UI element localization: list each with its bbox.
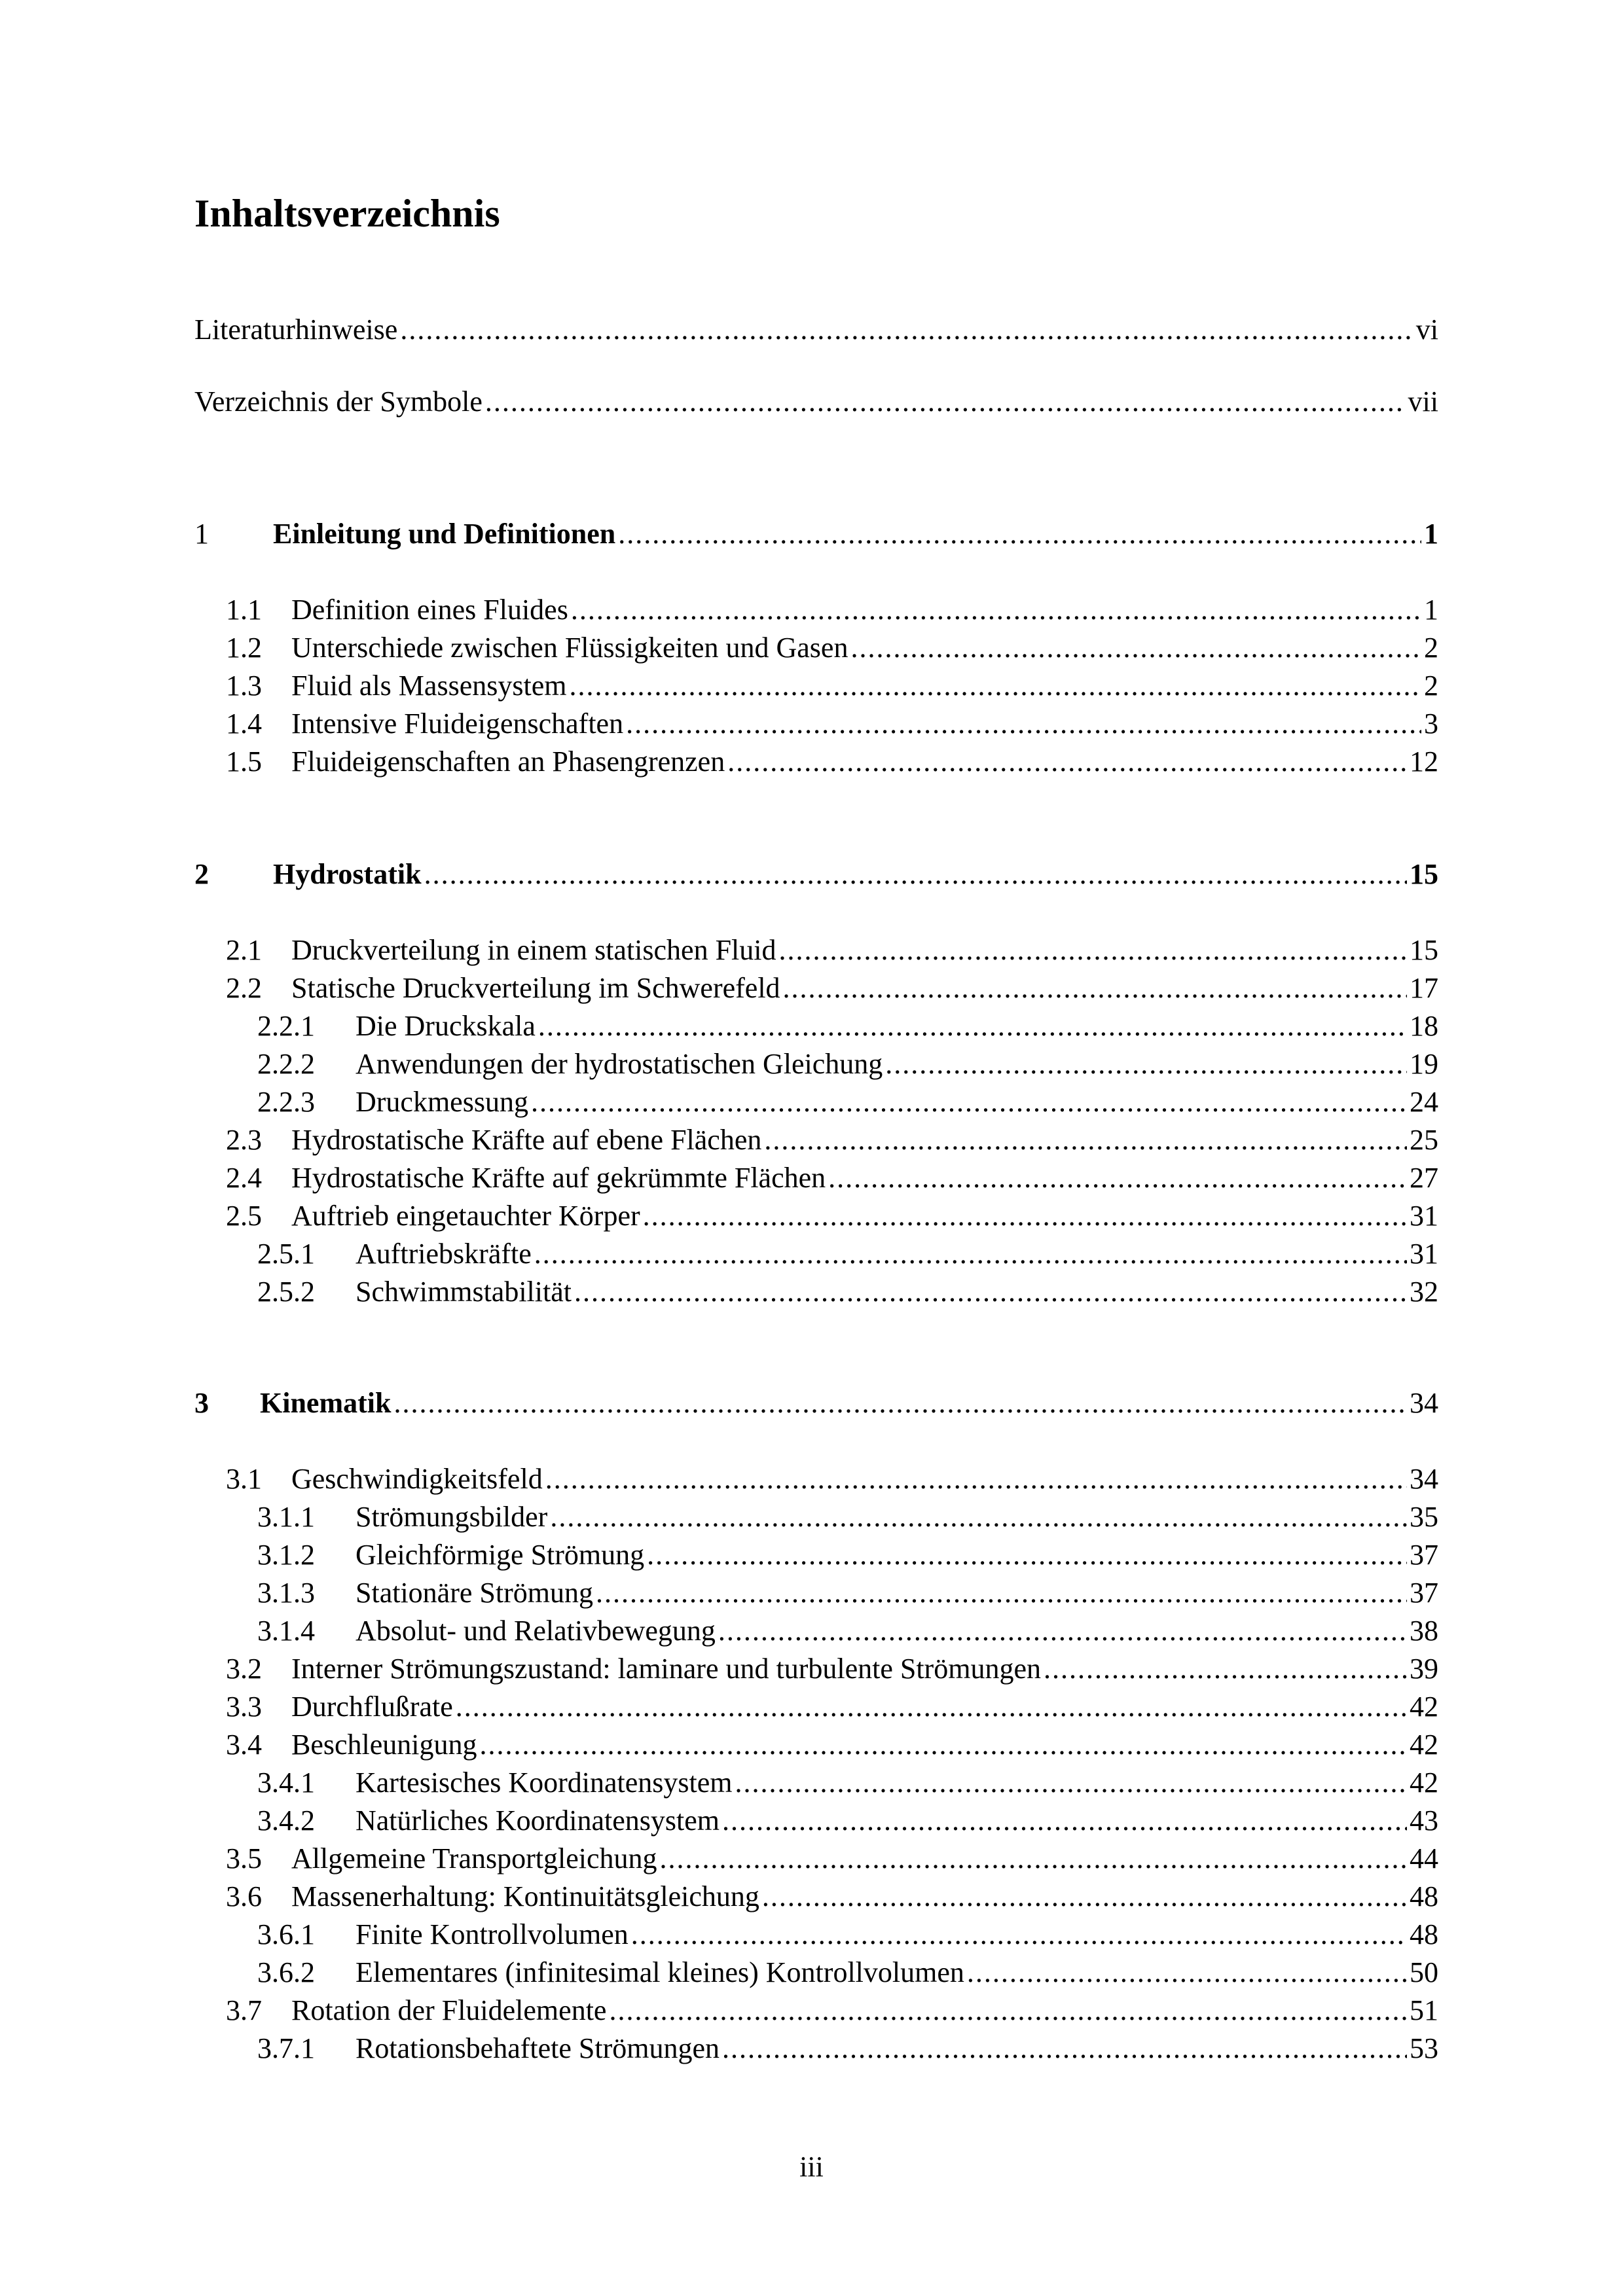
leader-dots	[424, 856, 1407, 893]
entry-text: Anwendungen der hydrostatischen Gleichung	[356, 1048, 883, 1080]
leader-dots	[545, 1461, 1407, 1498]
toc-entry[interactable]	[194, 932, 1438, 969]
chapter-number: 1	[194, 518, 209, 550]
entry-number: 2.2	[226, 972, 262, 1004]
leader-dots	[393, 1385, 1407, 1422]
entry-number: 2.1	[226, 934, 262, 966]
chapter-page: 34	[1410, 1387, 1438, 1419]
chapter-title: Kinematik	[260, 1387, 392, 1419]
leader-dots	[828, 1160, 1407, 1196]
entry-page: 35	[1410, 1501, 1438, 1533]
entry-number: 2.3	[226, 1124, 262, 1156]
leader-dots	[574, 1274, 1407, 1310]
entry-number: 3.1.1	[257, 1501, 315, 1533]
toc-entry-literaturhinweise[interactable]	[194, 312, 1438, 348]
entry-page: 2	[1424, 670, 1438, 702]
entry-text: Allgemeine Transportgleichung	[291, 1842, 657, 1874]
entry-number: 1.2	[226, 632, 262, 664]
leader-dots	[764, 1122, 1407, 1158]
entry-number: 3.1.3	[257, 1577, 315, 1609]
entry-number: 2.5.2	[257, 1276, 315, 1308]
entry-number: 1.3	[226, 670, 262, 702]
toc-subentry[interactable]	[194, 1236, 1438, 1272]
entry-number: 2.5	[226, 1200, 262, 1232]
entry-number: 3.4	[226, 1729, 262, 1761]
toc-subentry[interactable]	[194, 1954, 1438, 1991]
leader-dots	[660, 1840, 1408, 1877]
entry-text: Rotation der Fluidelemente	[291, 1994, 607, 2026]
entry-page: 2	[1424, 632, 1438, 664]
leader-dots	[569, 668, 1421, 704]
entry-number: 3.1.4	[257, 1615, 315, 1647]
leader-dots	[850, 630, 1421, 666]
toc-subentry[interactable]	[194, 1008, 1438, 1045]
entry-page: 37	[1410, 1577, 1438, 1609]
entry-page: 1	[1424, 594, 1438, 626]
entry-text: Die Druckskala	[356, 1010, 536, 1042]
entry-text: Elementares (infinitesimal kleines) Kontrollvolumen	[356, 1956, 964, 1988]
toc-chapter-3[interactable]	[194, 1385, 1438, 1422]
entry-number: 3.6.2	[257, 1956, 315, 1988]
entry-page: 39	[1410, 1653, 1438, 1685]
toc-entry[interactable]	[194, 1160, 1438, 1196]
toc-entry[interactable]	[194, 1727, 1438, 1763]
leader-dots	[596, 1575, 1407, 1611]
entry-page: 12	[1410, 745, 1438, 778]
entry-number: 3.7.1	[257, 2032, 315, 2064]
leader-dots	[643, 1198, 1407, 1234]
entry-page: 37	[1410, 1539, 1438, 1571]
toc-subentry[interactable]	[194, 1537, 1438, 1573]
entry-text: Massenerhaltung: Kontinuitätsgleichung	[291, 1880, 759, 1912]
entry-page: 32	[1410, 1276, 1438, 1308]
leader-dots	[456, 1689, 1407, 1725]
entry-text: Geschwindigkeitsfeld	[291, 1463, 543, 1495]
page-number: iii	[799, 2151, 824, 2183]
entry-number: 3.6.1	[257, 1918, 315, 1950]
entry-text: Absolut- und Relativbewegung	[356, 1615, 716, 1647]
entry-page: 44	[1410, 1842, 1438, 1874]
entry-page: 42	[1410, 1729, 1438, 1761]
chapter-number: 3	[194, 1387, 209, 1419]
leader-dots	[735, 1765, 1407, 1801]
entry-page: 42	[1410, 1767, 1438, 1799]
toc-subentry[interactable]	[194, 1916, 1438, 1953]
toc-subentry[interactable]	[194, 1803, 1438, 1839]
entry-text: Fluideigenschaften an Phasengrenzen	[291, 745, 725, 778]
entry-page: 38	[1410, 1615, 1438, 1647]
leader-dots	[618, 516, 1421, 552]
entry-text: Auftrieb eingetauchter Körper	[291, 1200, 640, 1232]
entry-text: Durchflußrate	[291, 1691, 453, 1723]
page-title: Inhaltsverzeichnis	[194, 192, 500, 235]
toc-entry[interactable]	[194, 1992, 1438, 2029]
leader-dots	[762, 1878, 1407, 1915]
toc-subentry[interactable]	[194, 1046, 1438, 1083]
toc-entry[interactable]	[194, 744, 1438, 780]
toc-entry-text: Verzeichnis der Symbole	[194, 386, 483, 418]
entry-number: 2.5.1	[257, 1238, 315, 1270]
leader-dots	[480, 1727, 1407, 1763]
entry-page: 31	[1410, 1238, 1438, 1270]
toc-subentry[interactable]	[194, 1765, 1438, 1801]
leader-dots	[550, 1499, 1407, 1535]
entry-number: 2.2.1	[257, 1010, 315, 1042]
toc-subentry[interactable]	[194, 1613, 1438, 1649]
entry-text: Schwimmstabilität	[356, 1276, 572, 1308]
entry-text: Kartesisches Koordinatensystem	[356, 1767, 733, 1799]
chapter-page: 1	[1424, 518, 1438, 550]
entry-page: 19	[1410, 1048, 1438, 1080]
toc-entry-text: Literaturhinweise	[194, 314, 398, 346]
entry-page: 3	[1424, 708, 1438, 740]
toc-entry-symbole[interactable]	[194, 384, 1438, 420]
entry-number: 1.1	[226, 594, 262, 626]
leader-dots	[722, 2030, 1407, 2067]
entry-text: Unterschiede zwischen Flüssigkeiten und Gasen	[291, 632, 848, 664]
leader-dots	[718, 1613, 1407, 1649]
entry-page: 51	[1410, 1994, 1438, 2026]
entry-page: 48	[1410, 1880, 1438, 1912]
entry-text: Fluid als Massensystem	[291, 670, 567, 702]
toc-entry[interactable]	[194, 630, 1438, 666]
entry-number: 2.2.3	[257, 1086, 315, 1118]
entry-text: Stationäre Strömung	[356, 1577, 593, 1609]
entry-page: 53	[1410, 2032, 1438, 2064]
leader-dots	[626, 706, 1421, 742]
entry-page: 15	[1410, 934, 1438, 966]
toc-entry[interactable]	[194, 1122, 1438, 1158]
entry-text: Finite Kontrollvolumen	[356, 1918, 629, 1950]
entry-page: 18	[1410, 1010, 1438, 1042]
toc-entry[interactable]	[194, 970, 1438, 1007]
entry-page: 31	[1410, 1200, 1438, 1232]
entry-page: 42	[1410, 1691, 1438, 1723]
toc-chapter-2[interactable]	[194, 856, 1438, 893]
entry-number: 1.5	[226, 745, 262, 778]
leader-dots	[400, 312, 1413, 348]
entry-text: Natürliches Koordinatensystem	[356, 1804, 720, 1837]
toc-entry[interactable]	[194, 1198, 1438, 1234]
leader-dots	[631, 1916, 1407, 1953]
entry-text: Hydrostatische Kräfte auf ebene Flächen	[291, 1124, 762, 1156]
toc-entry[interactable]	[194, 1651, 1438, 1687]
toc-subentry[interactable]	[194, 1274, 1438, 1310]
chapter-page: 15	[1410, 858, 1438, 890]
entry-text: Hydrostatische Kräfte auf gekrümmte Flächen	[291, 1162, 826, 1194]
toc-entry[interactable]	[194, 1461, 1438, 1498]
entry-text: Intensive Fluideigenschaften	[291, 708, 624, 740]
entry-number: 3.6	[226, 1880, 262, 1912]
toc-entry-page: vi	[1415, 314, 1438, 346]
leader-dots	[534, 1236, 1407, 1272]
entry-number: 3.3	[226, 1691, 262, 1723]
entry-number: 3.5	[226, 1842, 262, 1874]
chapter-title: Einleitung und Definitionen	[273, 518, 616, 550]
entry-text: Strömungsbilder	[356, 1501, 548, 1533]
entry-text: Rotationsbehaftete Strömungen	[356, 2032, 720, 2064]
table-of-contents	[194, 0, 1438, 2296]
toc-entry[interactable]	[194, 706, 1438, 742]
leader-dots	[531, 1084, 1407, 1121]
leader-dots	[609, 1992, 1407, 2029]
toc-chapter-1[interactable]	[194, 516, 1438, 552]
leader-dots	[647, 1537, 1407, 1573]
entry-text: Gleichförmige Strömung	[356, 1539, 645, 1571]
entry-page: 34	[1410, 1463, 1438, 1495]
entry-page: 27	[1410, 1162, 1438, 1194]
leader-dots	[967, 1954, 1407, 1991]
entry-text: Interner Strömungszustand: laminare und turbulente Strömungen	[291, 1653, 1041, 1685]
leader-dots	[538, 1008, 1407, 1045]
leader-dots	[1044, 1651, 1407, 1687]
toc-entry[interactable]	[194, 1878, 1438, 1915]
entry-number: 2.4	[226, 1162, 262, 1194]
toc-entry[interactable]	[194, 1689, 1438, 1725]
entry-number: 2.2.2	[257, 1048, 315, 1080]
toc-subentry[interactable]	[194, 2030, 1438, 2067]
entry-page: 17	[1410, 972, 1438, 1004]
leader-dots	[485, 384, 1406, 420]
toc-subentry[interactable]	[194, 1499, 1438, 1535]
entry-page: 25	[1410, 1124, 1438, 1156]
entry-number: 3.4.2	[257, 1804, 315, 1837]
entry-text: Druckverteilung in einem statischen Fluid	[291, 934, 776, 966]
leader-dots	[727, 744, 1407, 780]
toc-entry[interactable]	[194, 668, 1438, 704]
entry-text: Beschleunigung	[291, 1729, 477, 1761]
entry-text: Auftriebskräfte	[356, 1238, 532, 1270]
entry-page: 50	[1410, 1956, 1438, 1988]
leader-dots	[779, 932, 1407, 969]
toc-entry-page: vii	[1408, 386, 1438, 418]
toc-subentry[interactable]	[194, 1084, 1438, 1121]
entry-page: 24	[1410, 1086, 1438, 1118]
entry-page: 48	[1410, 1918, 1438, 1950]
entry-number: 3.1.2	[257, 1539, 315, 1571]
toc-subentry[interactable]	[194, 1575, 1438, 1611]
entry-number: 3.7	[226, 1994, 262, 2026]
entry-number: 3.2	[226, 1653, 262, 1685]
chapter-number: 2	[194, 858, 209, 890]
leader-dots	[571, 592, 1421, 628]
entry-number: 1.4	[226, 708, 262, 740]
entry-text: Druckmessung	[356, 1086, 528, 1118]
leader-dots	[722, 1803, 1407, 1839]
leader-dots	[783, 970, 1407, 1007]
entry-text: Statische Druckverteilung im Schwerefeld	[291, 972, 780, 1004]
leader-dots	[885, 1046, 1407, 1083]
entry-number: 3.1	[226, 1463, 262, 1495]
entry-text: Definition eines Fluides	[291, 594, 568, 626]
chapter-title: Hydrostatik	[273, 858, 422, 890]
toc-entry[interactable]	[194, 1840, 1438, 1877]
entry-number: 3.4.1	[257, 1767, 315, 1799]
entry-page: 43	[1410, 1804, 1438, 1837]
toc-entry[interactable]	[194, 592, 1438, 628]
